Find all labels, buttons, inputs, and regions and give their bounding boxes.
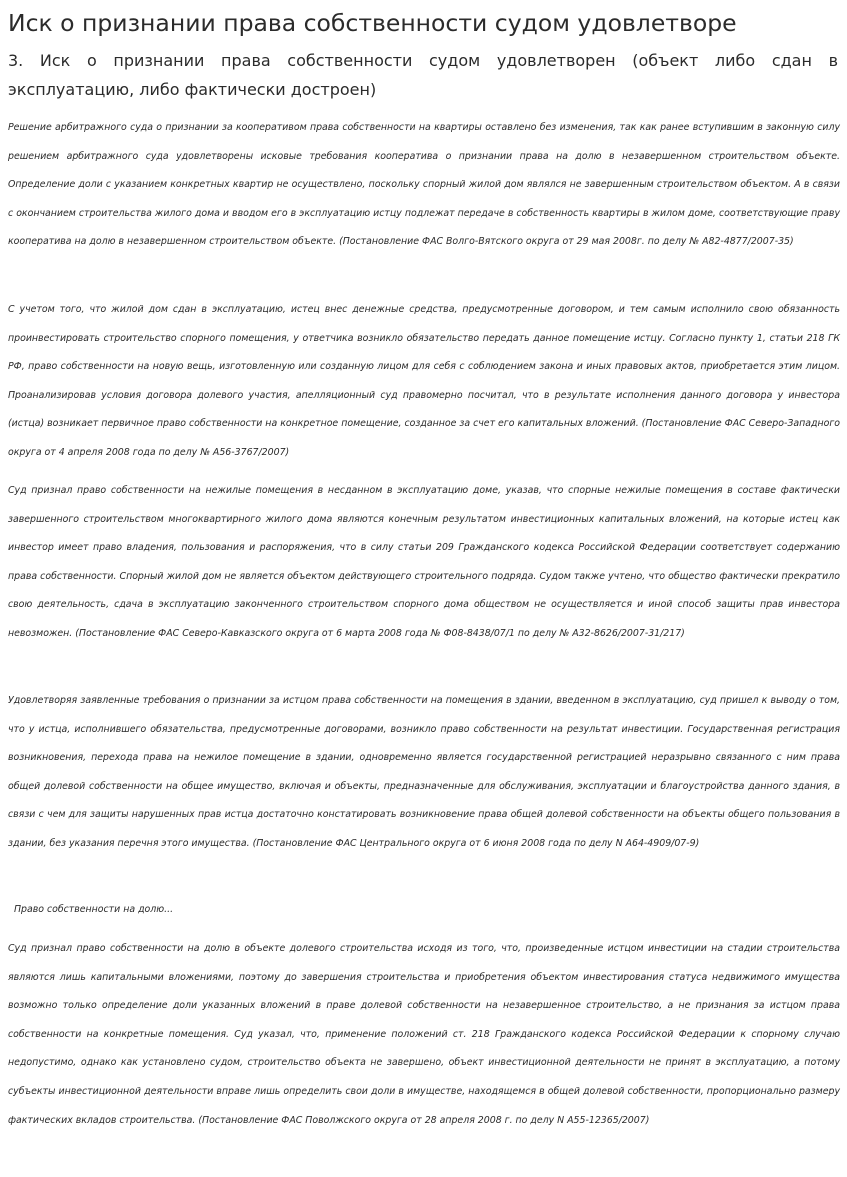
- paragraph-4: Удовлетворяя заявленные требования о признании за истцом права собственности на помещения в здании, введенном в эксплуатацию, суд пришел к выводу о том, что у истца, исполнившего обязательства, предусмотренные договорами, возникло право собственности на результат инвестиции. Государственная регистрация возникновения, перехода права на нежилое помещение в здании, одновременно является государственной регистрацией неразрывно связанного с ним права общей долевой собственности на общее имущество, включая и объекты, предназначенные для обслуживания, эксплуатации и благоустройства данного здания, в связи с чем для защиты нарушенных прав истца достаточно констатировать возникновение права общей долевой собственности на объекты общего пользования в здании, без указания перечня этого имущества. (Постановление ФАС Центрального округа от 6 июня 2008 года по делу N А64-4909/07-9): [8, 695, 840, 849]
- section-heading: 3. Иск о признании права собственности судом удовлетворен (объект либо сдан в эксплуатацию, либо фактически достроен): [8, 51, 838, 99]
- paragraph-3: Суд признал право собственности на нежилые помещения в несданном в эксплуатацию доме, указав, что спорные нежилые помещения в составе фактически завершенного строительством многоквартирного жилого дома являются конечным результатом инвестиционных капитальных вложений, на которые истец как инвестор имеет право владения, пользования и распоряжения, что в силу статьи 209 Гражданского кодекса Российской Федерации соответствует содержанию права собственности. Спорный жилой дом не является объектом действующего строительного подряда. Судом также учтено, что общество фактически прекратило свою деятельность, сдача в эксплуатацию законченного строительством спорного дома обществом не осуществляется и иной способ защиты прав инвестора невозможен. (Постановление ФАС Северо-Кавказского округа от 6 марта 2008 года № Ф08-8438/07/1 по делу № А32-8626/2007-31/217): [8, 485, 840, 639]
- paragraph-5: Право собственности на долю...: [8, 904, 174, 915]
- paragraph-1: Решение арбитражного суда о признании за кооперативом права собственности на квартиры оставлено без изменения, так как ранее вступившим в законную силу решением арбитражного суда удовлетворены исковые требования кооператива о признании права на долю в незавершенном строительством объекте. Определение доли с указанием конкретных квартир не осуществлено, поскольку спорный жилой дом являлся не завершенным строительством объектом. А в связи с окончанием строительства жилого дома и вводом его в эксплуатацию истцу подлежат передаче в собственность квартиры в жилом доме, соответствующие праву кооператива на долю в незавершенном строительством объекте. (Постановление ФАС Волго-Вятского округа от 29 мая 2008г. по делу № А82-4877/2007-35): [8, 122, 840, 248]
- paragraph-2: С учетом того, что жилой дом сдан в эксплуатацию, истец внес денежные средства, предусмотренные договором, и тем самым исполнило свою обязанность проинвестировать строительство спорного помещения, у ответчика возникло обязательство передать данное помещение истцу. Согласно пункту 1, статьи 218 ГК РФ, право собственности на новую вещь, изготовленную или созданную лицом для себя с соблюдением закона и иных правовых актов, приобретается этим лицом. Проанализировав условия договора долевого участия, апелляционный суд правомерно посчитал, что в результате исполнения данного договора у инвестора (истца) возникает первичное право собственности на конкретное помещение, созданное за счет его капитальных вложений. (Постановление ФАС Северо-Западного округа от 4 апреля 2008 года по делу № А56-3767/2007): [8, 304, 840, 458]
- page-title: Иск о признании права собственности судом удовлетворе: [8, 9, 737, 37]
- paragraph-6: Суд признал право собственности на долю в объекте долевого строительства исходя из того, что, произведенные истцом инвестиции на стадии строительства являются лишь капитальными вложениями, поэтому до завершения строительства и приобретения объектом инвестирования статуса недвижимого имущества возможно только определение доли указанных вложений в праве долевой собственности на незавершенное строительство, а не признания за истцом права собственности на конкретные помещения. Суд указал, что, применение положений ст. 218 Гражданского кодекса Российской Федерации к спорному случаю недопустимо, однако как установлено судом, строительство объекта не завершено, объект инвестиционной деятельности не принят в эксплуатацию, а потому субъекты инвестиционной деятельности вправе лишь определить свои доли в имуществе, находящемся в общей долевой собственности, пропорционально размеру фактических вкладов строительства. (Постановление ФАС Поволжского округа от 28 апреля 2008 г. по делу N А55-12365/2007): [8, 943, 840, 1126]
